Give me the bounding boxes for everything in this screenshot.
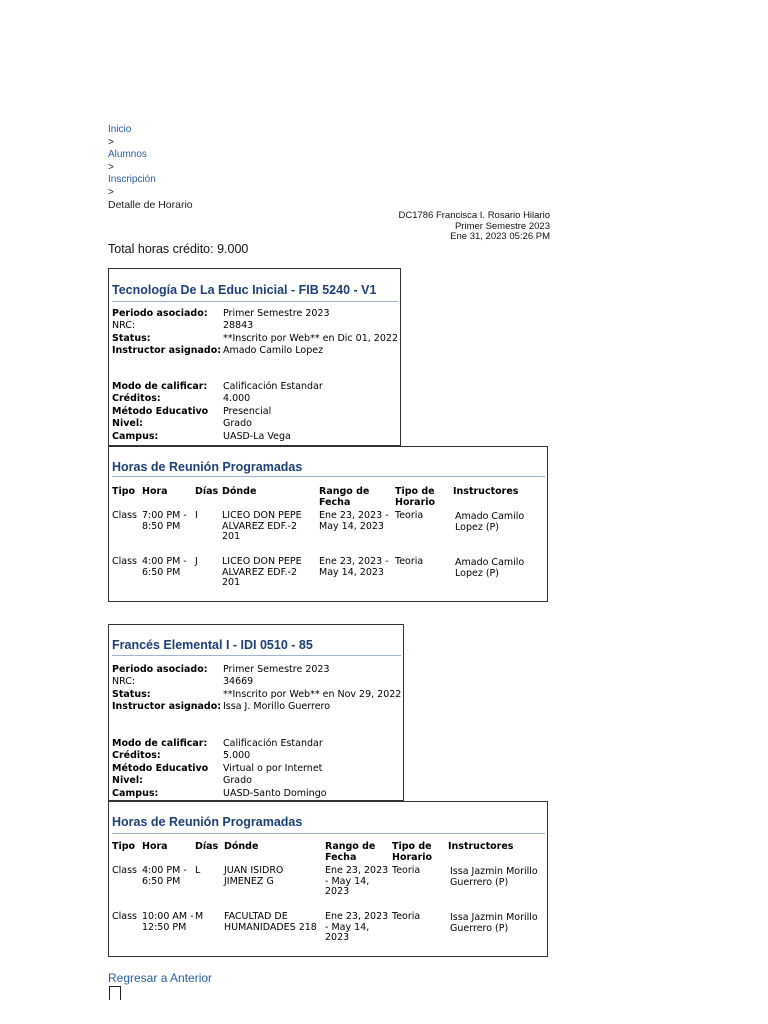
cell-instructores: Issa Jazmin Morillo Guerrero (P) [450,866,538,888]
cell-tipo-horario: Teoria [395,556,424,567]
breadcrumb [108,124,193,212]
label-instructor: Instructor asignado: [112,701,222,713]
value-campus: UASD-Santo Domingo [223,787,327,799]
total-credits: Total horas crédito: 9.000 [108,242,249,256]
user-id-name: DC1786 Francisca I. Rosario Hilario [398,210,550,221]
label-period: Periodo asociado: [112,664,208,675]
cell-hora: 4:00 PM - 6:50 PM [142,556,187,578]
value-nrc: 34669 [223,676,254,688]
value-nrc: 28843 [223,320,254,332]
back-link[interactable]: Regresar a Anterior [108,971,213,985]
cell-rango: Ene 23, 2023 - May 14, 2023 [319,510,389,532]
user-term: Primer Semestre 2023 [454,220,550,232]
label-nrc: NRC: [112,320,136,332]
header-tipo-horario: Tipo de Horario [395,486,436,508]
breadcrumb-link-alumnos[interactable]: Alumnos [108,149,147,160]
user-info [290,211,550,243]
cell-tipo-horario: Teoria [392,865,421,876]
label-nrc: NRC: [112,676,136,688]
checkbox[interactable] [109,986,121,1000]
cell-rango: Ene 23, 2023 - May 14, 2023 [325,865,389,898]
value-level: Grado [223,418,252,430]
breadcrumb-separator: > [108,136,114,148]
cell-dias: I [195,510,198,521]
breadcrumb-link-inscripcion[interactable]: Inscripción [108,174,156,185]
value-status: **Inscrito por Web** en Dic 01, 2022 [223,332,398,344]
meetings-box [108,446,548,602]
value-credits: 4.000 [223,393,251,405]
cell-dias: M [195,911,204,922]
title-rule [112,476,545,477]
course-title: Tecnología De La Educ Inicial - FIB 5240 - V1 [112,283,377,297]
cell-tipo-horario: Teoria [395,510,424,521]
breadcrumb-current: Detalle de Horario [108,199,193,211]
value-campus: UASD-La Vega [223,430,291,442]
cell-donde: LICEO DON PEPE ALVAREZ EDF.-2 201 [222,510,302,543]
label-period: Periodo asociado: [112,308,208,319]
cell-tipo: Class [112,911,137,922]
course-info-box [108,268,401,446]
label-grade-mode: Modo de calificar: [112,381,208,392]
meetings-title: Horas de Reunión Programadas [112,460,303,474]
meetings-title: Horas de Reunión Programadas [112,815,303,829]
value-level: Grado [223,775,252,787]
cell-donde: LICEO DON PEPE ALVAREZ EDF.-2 201 [222,556,302,589]
course-info-box [108,624,404,801]
cell-instructores: Issa Jazmin Morillo Guerrero (P) [450,912,538,934]
header-instructores: Instructores [453,486,519,497]
cell-rango: Ene 23, 2023 - May 14, 2023 [325,911,389,944]
value-period: Primer Semestre 2023 [223,664,330,675]
label-credits: Créditos: [112,393,161,405]
value-method: Presencial [223,405,272,417]
cell-dias: J [195,556,198,567]
label-status: Status: [112,688,151,700]
cell-instructores: Amado Camilo Lopez (P) [455,557,525,579]
label-method: Método Educativo [112,762,209,774]
label-level: Nivel: [112,418,143,430]
value-grade-mode: Calificación Estandar [223,738,323,749]
breadcrumb-separator: > [108,161,114,173]
header-donde: Dónde [224,841,259,852]
label-status: Status: [112,332,151,344]
title-rule [112,301,398,302]
cell-dias: L [195,865,201,876]
value-method: Virtual o por Internet [223,762,323,774]
label-campus: Campus: [112,430,159,442]
cell-instructores: Amado Camilo Lopez (P) [455,511,525,533]
value-instructor: Issa J. Morillo Guerrero [223,701,331,713]
header-rango: Rango de Fecha [319,486,370,508]
cell-tipo: Class [112,865,137,876]
header-hora: Hora [142,841,168,852]
value-status: **Inscrito por Web** en Nov 29, 2022 [223,688,402,700]
label-level: Nivel: [112,775,143,787]
value-grade-mode: Calificación Estandar [223,381,323,392]
header-dias: Días [195,841,219,852]
breadcrumb-separator: > [108,186,114,198]
cell-hora: 4:00 PM - 6:50 PM [142,865,187,887]
title-rule [112,655,401,656]
cell-tipo: Class [112,556,137,567]
meetings-box [108,801,548,957]
cell-tipo: Class [112,510,137,521]
value-period: Primer Semestre 2023 [223,308,330,319]
value-credits: 5.000 [223,750,251,762]
title-rule [112,833,545,834]
header-tipo: Tipo [112,841,136,852]
header-dias: Días [195,486,219,497]
header-donde: Dónde [222,486,257,497]
header-instructores: Instructores [448,841,514,852]
breadcrumb-link-inicio[interactable]: Inicio [108,124,132,135]
cell-rango: Ene 23, 2023 - May 14, 2023 [319,556,389,578]
label-campus: Campus: [112,787,159,799]
cell-hora: 7:00 PM - 8:50 PM [142,510,187,532]
cell-donde: FACULTAD DE HUMANIDADES 218 [224,911,317,933]
header-tipo: Tipo [112,486,136,497]
header-rango: Rango de Fecha [325,841,376,863]
label-instructor: Instructor asignado: [112,345,222,357]
cell-tipo-horario: Teoria [392,911,421,922]
label-credits: Créditos: [112,750,161,762]
label-method: Método Educativo [112,405,209,417]
header-hora: Hora [142,486,168,497]
label-grade-mode: Modo de calificar: [112,738,208,749]
header-tipo-horario: Tipo de Horario [392,841,433,863]
cell-hora: 10:00 AM - 12:50 PM [142,911,194,933]
value-instructor: Amado Camilo Lopez [223,345,324,357]
user-timestamp: Ene 31, 2023 05:26 PM [450,231,550,242]
course-title: Francés Elemental I - IDI 0510 - 85 [112,638,313,652]
cell-donde: JUAN ISIDRO JIMENEZ G [224,865,284,887]
